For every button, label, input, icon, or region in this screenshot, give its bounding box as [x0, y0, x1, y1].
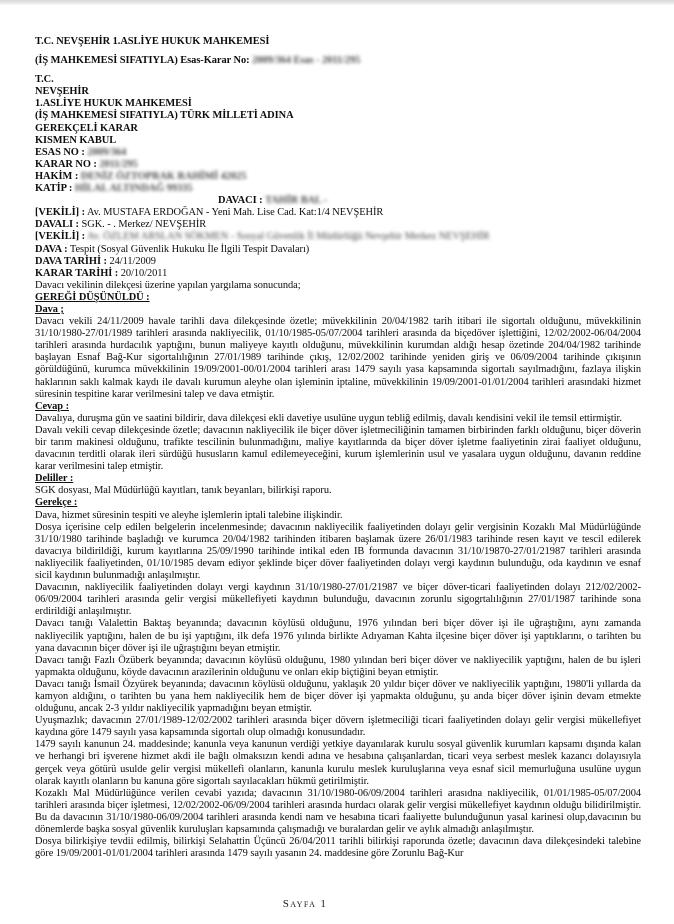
field-vekili-2	[35, 231, 641, 243]
field-karar-no-value-redacted: 2011/295	[99, 158, 138, 170]
section-heading-dava: Dava ;	[35, 303, 64, 315]
paragraph-gerekce-6: Davacı tanığı İsmail Özyürek beyanında; davacının köylüsü olduğunu, yaklaşık 20 yıldır biçer döver ve nakliyecilik yaptığını, 1980'li yıllarda da kamyon aldığını, o tarihten bu yana hem nakliyecilik hem de biçer döver işi yapmakta olduğunu, şu anda biçer döver işinin devam etmekte olduğunu, ancak 2-3 yıldır nakliyecilik yapmadığını beyan etmiştir.	[35, 678, 641, 715]
paragraph-gerekce-5: Davacı tanığı Fazlı Özüberk beyanında; davacının köylüsü olduğunu, 1980 yılından beri biçer döver ve nakliyecilik yaptığını, halen de bu işleri yapmakta olduğunu, köyde davacının arazilerinin olduğunu ve onları ekip biçtiğini beyan etmiştir.	[35, 654, 641, 678]
field-dava-value: Tespit (Sosyal Güvenlik Hukuku İle İlgili Tespit Davaları)	[69, 243, 310, 255]
document-content	[35, 36, 641, 860]
field-karar-tarihi-value: 20/10/2011	[120, 267, 168, 279]
page-number: Sayfa 1	[282, 898, 328, 910]
paragraph-dava-1: Davacı vekili 24/11/2009 havale tarihli dava dilekçesinde özetle; müvekkilinin 20/04/1982 tarih itibari ile sigortalı olduğunu, müvekkilinin 31/10/1980-27/01/1989 tarihleri arasında nakliyecilik, 01/10/1985-05/07/2004 tarihleri arasında da biçedöver işlettiğini, 12/02/2002-06/04/2004 tarihleri arasında hurdacılık yaptığını, bunun maliyeye kayıtlı olduğunu, müvekkilinin kurumdan aldığı hesap özetinde 204/04/1982 tarihinde başlayan Esnaf Bağ-Kur sigortalılığının 27/01/1989 tarihinde çıkış, 12/02/2002 tarihinde yeniden giriş ve 06/09/2004 tarihinde çıkışının görüldüğünü, kurumca müvekkilinin 19/09/2001-00/01/2004 tarihleri arası 1479 sayılı yasa kapsamında sigortalı sayılmadığını, fazlaya ilişkin haklarının saklı kalmak kaydı ile davalı kurumun aleyhe olan işleminin iptaline, müvekkilinin 19/09/2001-01/01/2004 tarihleri arasındaki hizmet süresinin tespitine karar verilmesini talep ve dava etmiştir.	[35, 316, 641, 400]
field-hakim	[35, 171, 641, 183]
field-vekili-2-value-redacted: Av. ÖZLEM ARSLAN SÖKMEN - Sosyal Güvenlik İl Müdürlüğü Nevşehir Merkez NEVŞEHİR	[87, 231, 490, 243]
paragraph-cevap-1: Davalıya, duruşma gün ve saatini bildirir, dava dilekçesi ekli davetiye usulüne uygun tebliğ edilmiş, davalı kendisini vekil ile temsil ettirmiştir.	[35, 412, 622, 424]
field-dava-tarihi	[35, 256, 641, 268]
city-line: NEVŞEHİR	[35, 86, 89, 98]
esas-karar-value-redacted: 2009/364 Esas - 2011/295	[252, 55, 361, 67]
field-dava-tarihi-label: DAVA TARİHİ :	[35, 255, 107, 267]
field-katip	[35, 183, 641, 195]
decision-type-line: GEREKÇELİ KARAR	[35, 122, 138, 134]
field-vekili-1-label: [VEKİLİ] :	[35, 207, 86, 219]
in-the-name-line: (İŞ MAHKEMESİ SIFATIYLA) TÜRK MİLLETİ ADINA	[35, 110, 294, 122]
court-name-line: 1.ASLİYE HUKUK MAHKEMESİ	[35, 98, 192, 110]
paragraph-gerekce-9: Kozaklı Mal Müdürlüğünce verilen cevabi yazıda; davacının 31/10/1980-06/09/2004 tarihleri arasıdna nakliyecilik, 01/01/1985-05/07/2004 tarihleri arasında biçer işletmesi, 12/02/2002-06/09/2004 tarihleri arasında hurdacı olarak gelir vergisi mükellefiyet kaydının olduğu bilidirilmiştir. Bu da davacının 31/10/1980-06/09/2004 tarihleri arasında kendi nam ve hesabına ticari faaliyette bulunduğunun yasal karinesi olup,davacının bu dönemlerde başka sosyal güvenlik kuruluşları kapsamında çalışmadığı ve buralardan gelir ve aylık almadığı anlaşılmıştır.	[35, 787, 641, 835]
field-katip-value-redacted: HİLAL ALTINDAĞ 99335	[74, 183, 193, 195]
field-vekili-2-label: [VEKİLİ] :	[35, 231, 86, 243]
paragraph-gerekce-3: Davacının, nakliyecilik faaliyetinden dolayı vergi kaydının 31/10/1980-27/01/21987 ve biçer döver-ticari faaliyetinden dolayı 212/02/2002-06/09/2004 tarihleri arasında gelir vergisi mükellefiyeti kaydının bulunduğu, davacının zorunlu sigogrtalılığının 27/01/1987 tarihinde sona erdirildiği anlaşılmıştır.	[35, 582, 641, 618]
field-hakim-value-redacted: DENİZ ÖZTOPRAK RAHİMİ 42025	[80, 170, 247, 182]
field-katip-label: KATİP :	[35, 183, 73, 195]
section-heading-cevap: Cevap :	[35, 400, 69, 412]
paragraph-gerekce-4: Davacı tanığı Valalettin Baktaş beyanında; davacının köylüsü olduğunu, 1976 yılından beri biçer döver işi ile uğraştığını, aynı zamanda nakliyecilik yaptığını, halen de bu işi yaptığını, ilk defa 1976 yılında birlikte Adıyaman Kahta ilçesine biçer döver işi yaptıklarını, o tarihten bu yana davacının biçer döver işi ile uğraştığını beyan etmiştir.	[35, 618, 641, 654]
section-heading-deliller: Deliller :	[35, 473, 74, 485]
paragraph-deliller-1: SGK dosyası, Mal Müdürlüğü kayıtları, tanık beyanları, bilirkişi raporu.	[35, 485, 332, 497]
section-heading-gerekce: Gerekçe :	[35, 497, 78, 509]
paragraph-gerekce-1: Dava, hizmet süresinin tespiti ve aleyhe işlemlerin iptali talebine ilişkindir.	[35, 509, 343, 521]
field-davali-value: SGK. - . Merkez/ NEVŞEHİR	[81, 219, 207, 231]
field-dava-tarihi-value: 24/11/2009	[109, 255, 156, 267]
esas-karar-line	[35, 55, 641, 67]
field-karar-no-label: KARAR NO :	[35, 158, 97, 170]
field-vekili-1	[35, 207, 641, 219]
field-dava-label: DAVA :	[35, 243, 68, 255]
field-karar-tarihi-label: KARAR TARİHİ :	[35, 267, 119, 279]
field-esas-no-value-redacted: 2009/364	[87, 146, 127, 158]
scan-edge	[0, 0, 674, 5]
field-davaci-label: DAVACI :	[218, 195, 263, 207]
field-davali-label: DAVALI :	[35, 219, 79, 231]
field-davaci-value-redacted: TAHİR BAL -	[265, 195, 328, 207]
field-karar-tarihi	[35, 268, 641, 280]
field-esas-no-label: ESAS NO :	[35, 146, 85, 158]
field-vekili-1-value: Av. MUSTAFA ERDOĞAN - Yeni Mah. Lise Cad. Kat:1/4 NEVŞEHİR	[87, 207, 384, 219]
paragraph-cevap-2: Davalı vekili cevap dilekçesinde özetle; davacının nakliyecilik ile biçer döver işletmeciliğinin tamamen birbirinden farklı olduğunu, biçer döverin bir tarım makinesi olduğunu, trafikte tescilinin bulunmadığını, maliye kayıtlarında da biçer döver işletme faaliyetinin zirai faaliyet olduğunu, davacının terditli olarak ileri sürdüğü hususların kamul edilemeyeceğini, kurum işlemlerinin usul ve yasalara uygun olduğunu, davanın reddine karar verilmesini talep etmiştir.	[35, 424, 641, 473]
paragraph-gerekce-10: Dosya bilirkişiye tevdii edilmiş, bilirkişi Selahattin Üçüncü 26/04/2011 tarihli bilirkişi raporunda özetle; davacının dava dilekçesindeki talebine göre 19/09/2001-01/01/2004 tarihleri arasında 1479 sayılı yasanın 24. maddesine göre Zorunlu Bağ-Kur	[35, 836, 641, 860]
court-title-line: T.C. NEVŞEHİR 1.ASLİYE HUKUK MAHKEMESİ	[35, 36, 270, 47]
paragraph-gerekce-7: Uyuşmazlık; davacının 27/01/1989-12/02/2002 tarihleri arasında biçer dövern işletmeciliği ticari faaliyetinden dolayı gelir vergisi mükellefiyet kaydına göre 1479 sayılı yasa kapsamında sigortalı olup olmadığı konusundadır.	[35, 715, 641, 739]
section-heading-geregi-dusunuldu: GEREĞİ DÜŞÜNÜLDÜ :	[35, 291, 150, 303]
field-dava	[35, 244, 641, 256]
field-esas-no	[35, 147, 641, 159]
field-karar-no	[35, 159, 641, 171]
esas-karar-label: (İŞ MAHKEMESİ SIFATIYLA) Esas-Karar No:	[35, 55, 250, 67]
field-hakim-label: HAKİM :	[35, 170, 79, 182]
paragraph-gerekce-8: 1479 sayılı kanunun 24. maddesinde; kanunla veya kanunun verdiği yetkiye dayanılarak kurulu sosyal güvenlik kurumları kapsamı dışında kalan ve herhangi bri işverene hizmet akdi ile bağlı olmaksızın kendi adına ve hesabına çalışanlardan, ticari veya serbest meslek kazancı dolayısıyla gerçek veya götürü usulde gelir vergisi mükellefi olanların, kanunla kurulu meslek kuruluşlarına veya esnaf sicil memurluğuna usulüne uygun olarak kayıtlı olanların bu kanuna göre sigortalı sayılacakları hükmü getirilmiştir.	[35, 739, 641, 787]
outcome-line: KISMEN KABUL	[35, 134, 117, 146]
intro-line: Davacı vekilinin dilekçesi üzerine yapılan yargılama sonucunda;	[35, 279, 301, 291]
field-davaci	[35, 195, 641, 207]
paragraph-gerekce-2: Dosya içerisine celp edilen belgelerin incelenmesinde; davacının nakliyecilik faaliyetinden dolayı gelir vergisinin Kozaklı Mal Müdürlüğünde 31/10/1980 tarihinde başladığı ve kurumca 20/04/1982 tarihinden itibaren başlamak üzere 26/01/1983 tarihinde resen kayıt ve tescil edilerek davacıya bildirildiği, kurum kayıtlarına 25/09/1990 tarihinde intikal eden IB formunda davacının 31/10/19870-27/01/21987 tarihleri arasında nakliyecilik faaliyetinden, 01/10/1985 devam ediyor şeklinde biçer döver faaliyetinden dolayı vergi kaydının bulunduğu, oda kaydının ve esnaf sicil kaydının bulunmadığı anlaşılmıştır.	[35, 521, 641, 582]
field-davali	[35, 219, 641, 231]
republic-line: T.C.	[35, 74, 54, 86]
